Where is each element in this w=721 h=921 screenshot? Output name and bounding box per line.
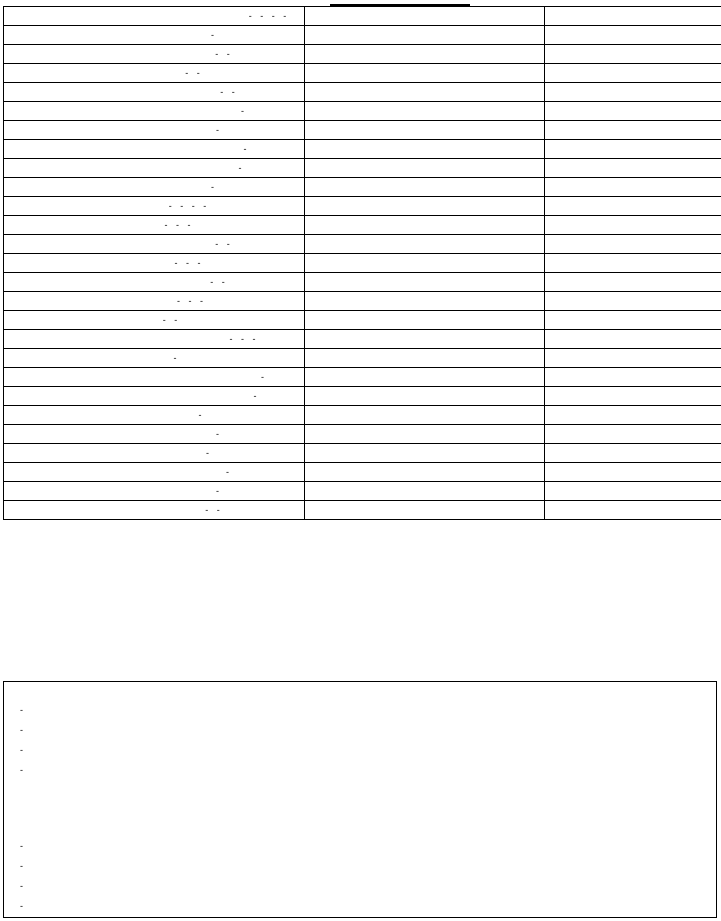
table-cell-col3 (545, 254, 721, 273)
table-cell-col2 (305, 235, 545, 254)
table-row (4, 330, 721, 349)
table-cell-col1 (4, 254, 305, 273)
table-cell-col2 (305, 406, 545, 425)
cell-text: - - (162, 314, 181, 325)
table-cell-col1 (4, 140, 305, 159)
cell-text: - (211, 29, 217, 40)
table-cell-col3 (545, 26, 721, 45)
table-cell-col3 (545, 235, 721, 254)
table-cell-col3 (545, 292, 721, 311)
table-row (4, 273, 721, 292)
table-row (4, 444, 721, 463)
table-cell-col1 (4, 311, 305, 330)
table-cell-col3 (545, 140, 721, 159)
table-cell-col1 (4, 292, 305, 311)
table-cell-col2 (305, 501, 545, 520)
table-cell-col3 (545, 444, 721, 463)
table-cell-col2 (305, 273, 545, 292)
table-row (4, 64, 721, 83)
table-cell-col3 (545, 273, 721, 292)
notes-line: - (20, 745, 23, 755)
cell-text: - (211, 181, 217, 192)
table-cell-col1 (4, 482, 305, 501)
table-row (4, 425, 721, 444)
table-row (4, 482, 721, 501)
table-cell-col2 (305, 444, 545, 463)
table-cell-col3 (545, 216, 721, 235)
table-cell-col2 (305, 178, 545, 197)
table-row (4, 349, 721, 368)
table-cell-col3 (545, 197, 721, 216)
table-cell-col2 (305, 311, 545, 330)
cell-text: - (216, 428, 222, 439)
table-cell-col1 (4, 102, 305, 121)
table-cell-col3 (545, 102, 721, 121)
table-cell-col2 (305, 387, 545, 406)
table-cell-col2 (305, 83, 545, 102)
table-cell-col1 (4, 349, 305, 368)
table-cell-col1 (4, 501, 305, 520)
table-cell-col2 (305, 425, 545, 444)
table-row (4, 254, 721, 273)
cell-text: - (238, 162, 245, 173)
table-cell-col2 (305, 7, 545, 26)
cell-text: - - - (174, 257, 204, 268)
cell-text: - - (205, 504, 223, 515)
cell-text: - (216, 485, 222, 496)
table-cell-col1 (4, 273, 305, 292)
table-row (4, 311, 721, 330)
table-cell-col3 (545, 64, 721, 83)
table-cell-col2 (305, 45, 545, 64)
cell-text: - - (185, 67, 203, 78)
table-cell-col2 (305, 26, 545, 45)
table-cell-col3 (545, 311, 721, 330)
table-cell-col1 (4, 235, 305, 254)
table-cell-col3 (545, 83, 721, 102)
table-cell-col3 (545, 406, 721, 425)
data-table (3, 6, 721, 520)
table-cell-col2 (305, 292, 545, 311)
table-cell-col1 (4, 216, 305, 235)
table-cell-col3 (545, 425, 721, 444)
table-body (4, 7, 721, 520)
cell-text: - (206, 447, 212, 458)
cell-text: - - - (229, 333, 259, 344)
notes-spacer (20, 780, 700, 836)
cell-text: - (253, 390, 260, 401)
table-row (4, 7, 721, 26)
cell-text: - - - (164, 219, 194, 230)
cell-text: - - (215, 238, 233, 249)
table-cell-col2 (305, 482, 545, 501)
table-cell-col2 (305, 349, 545, 368)
notes-line: - (20, 705, 23, 715)
table-cell-col2 (305, 159, 545, 178)
table-cell-col3 (545, 482, 721, 501)
table-cell-col1 (4, 425, 305, 444)
cell-text: - - - - (248, 10, 290, 21)
cell-text: - (226, 466, 232, 477)
table-cell-col1 (4, 7, 305, 26)
cell-text: - (261, 371, 267, 382)
table-cell-col3 (545, 349, 721, 368)
table-cell-col1 (4, 368, 305, 387)
table-cell-col3 (545, 387, 721, 406)
notes-line: - (20, 861, 23, 871)
table-cell-col3 (545, 463, 721, 482)
table-cell-col3 (545, 368, 721, 387)
table-row (4, 121, 721, 140)
table-cell-col1 (4, 64, 305, 83)
table-row (4, 178, 721, 197)
notes-line: - (20, 901, 23, 911)
table-cell-col2 (305, 140, 545, 159)
table-cell-col3 (545, 501, 721, 520)
table-cell-col1 (4, 159, 305, 178)
table-row (4, 102, 721, 121)
table-cell-col1 (4, 406, 305, 425)
table-cell-col1 (4, 83, 305, 102)
notes-line: - (20, 725, 23, 735)
cell-text: - (216, 124, 222, 135)
table-cell-col2 (305, 368, 545, 387)
table-cell-col2 (305, 102, 545, 121)
table-cell-col1 (4, 121, 305, 140)
table-row (4, 26, 721, 45)
table-cell-col2 (305, 330, 545, 349)
table-cell-col3 (545, 178, 721, 197)
table-row (4, 368, 721, 387)
table-row (4, 463, 721, 482)
table-row (4, 159, 721, 178)
table-cell-col3 (545, 7, 721, 26)
cell-text: - (173, 352, 180, 363)
cell-text: - (243, 143, 250, 154)
cell-text: - (241, 105, 247, 116)
cell-text: - - (215, 48, 233, 59)
notes-line: - (20, 881, 23, 891)
table-cell-col2 (305, 216, 545, 235)
cell-text: - (198, 409, 205, 420)
table-cell-col2 (305, 121, 545, 140)
table-cell-col1 (4, 330, 305, 349)
table-cell-col1 (4, 178, 305, 197)
cell-text: - - - (177, 295, 206, 306)
table-cell-col3 (545, 330, 721, 349)
table-row (4, 83, 721, 102)
table-cell-col1 (4, 45, 305, 64)
table-cell-col1 (4, 197, 305, 216)
table-row (4, 292, 721, 311)
table-row (4, 140, 721, 159)
table-row (4, 387, 721, 406)
table-row (4, 501, 721, 520)
notes-line: - (20, 765, 23, 775)
cell-text: - - (220, 86, 238, 97)
cell-text: - - - - (168, 200, 210, 211)
table-cell-col2 (305, 64, 545, 83)
table-cell-col1 (4, 387, 305, 406)
table-cell-col1 (4, 26, 305, 45)
table-row (4, 235, 721, 254)
table-row (4, 45, 721, 64)
table-row (4, 406, 721, 425)
table-cell-col3 (545, 45, 721, 64)
table-cell-col1 (4, 444, 305, 463)
notes-line: - (20, 841, 23, 851)
table-cell-col1 (4, 463, 305, 482)
table-row (4, 197, 721, 216)
notes-block (3, 681, 717, 918)
table-cell-col2 (305, 463, 545, 482)
table-cell-col3 (545, 159, 721, 178)
table-row (4, 216, 721, 235)
table-cell-col2 (305, 197, 545, 216)
cell-text: - - (210, 276, 228, 287)
table-cell-col2 (305, 254, 545, 273)
table-cell-col3 (545, 121, 721, 140)
